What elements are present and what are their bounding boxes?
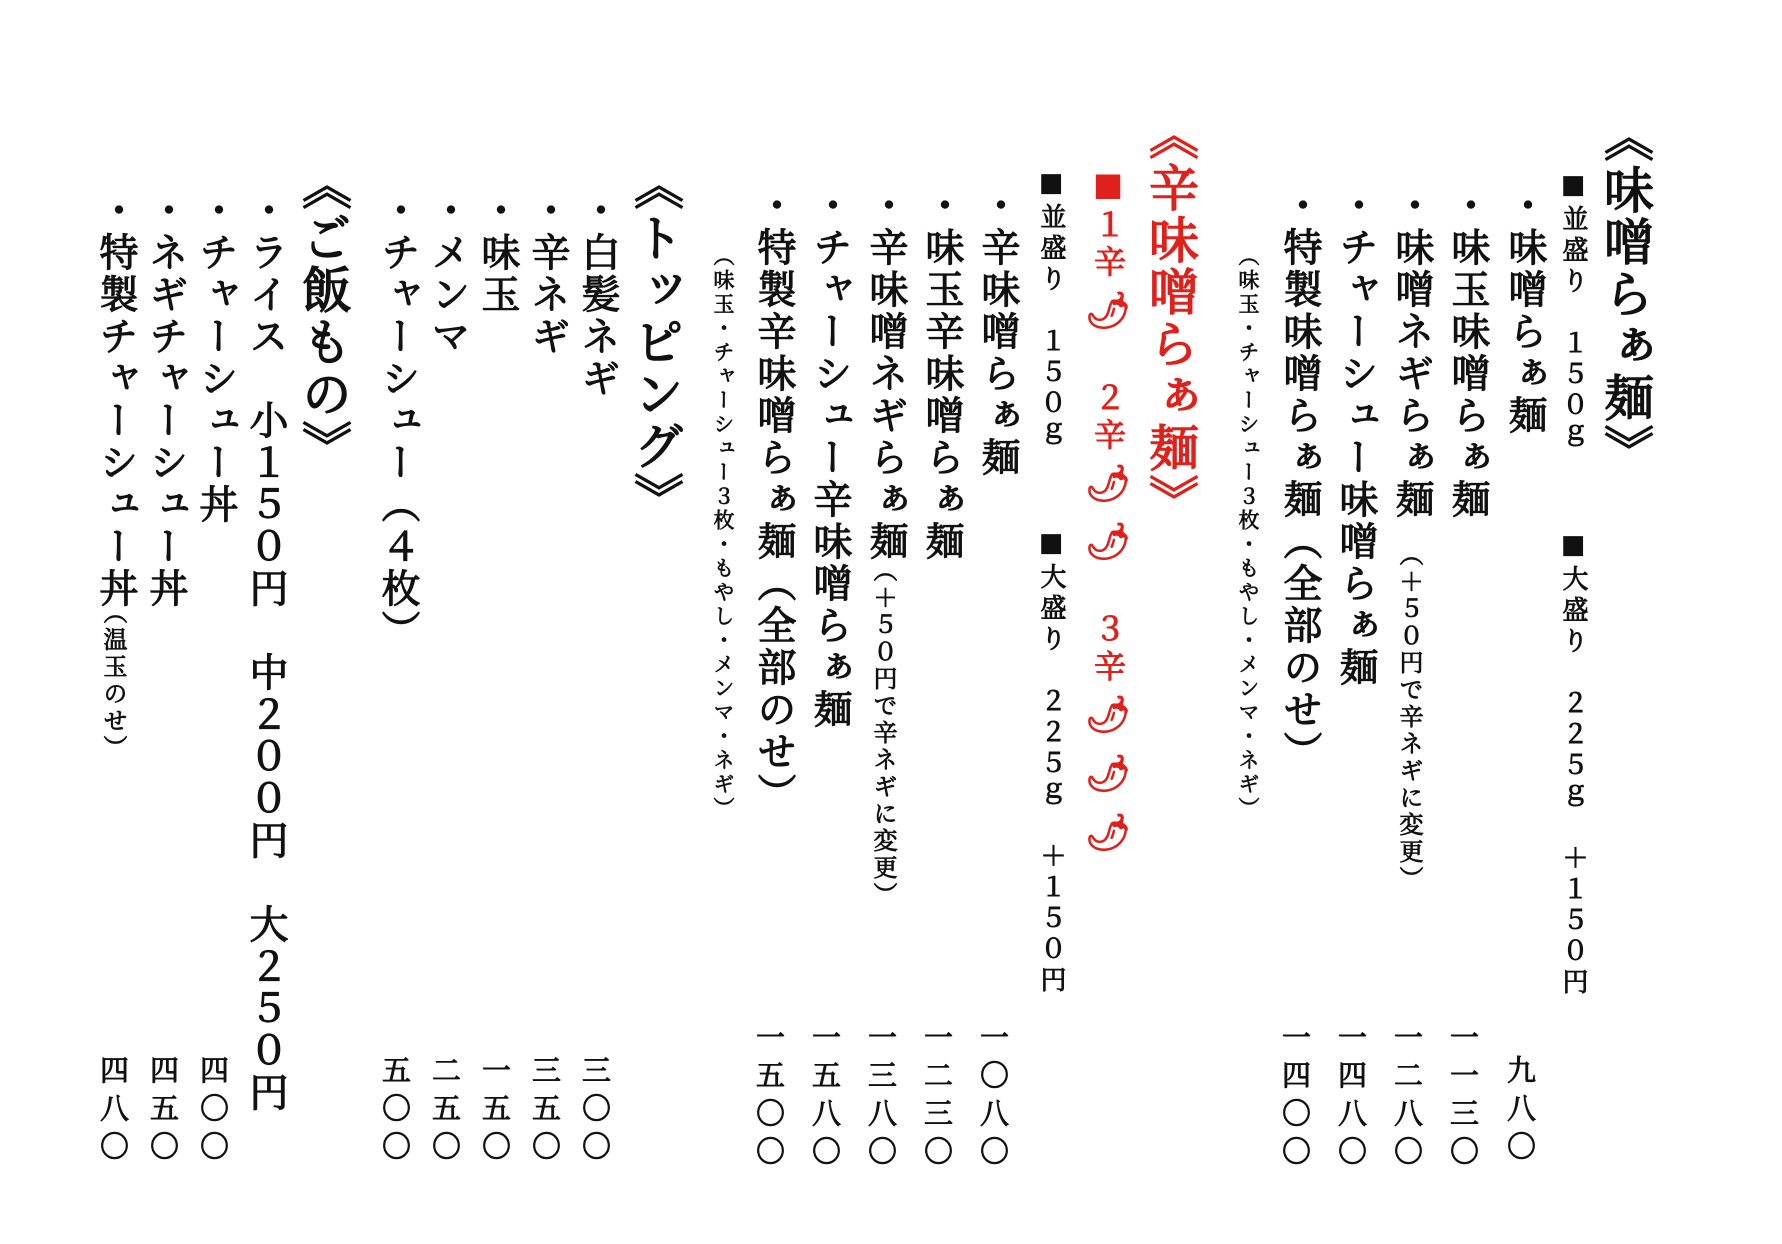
topping-item-4-price: 二五〇 <box>428 1055 462 1169</box>
spicy-size-regular: ■並盛り １５０ｇ <box>1036 168 1066 451</box>
chili-pepper-icon: 🌶 <box>1087 286 1129 337</box>
chili-pepper-icon: 🌶 <box>1087 517 1129 569</box>
spicy-item-5-note: （味玉・チャーシュー３枚・もやし・メンマ・ネギ） <box>711 245 736 821</box>
spicy-item-1: ・辛味噌らぁ麺 <box>975 185 1021 479</box>
rice-item-4-note: （温玉のせ） <box>99 600 128 762</box>
spicy-level-2: ２辛 <box>1089 380 1127 455</box>
miso-item-2-price: 一一三〇 <box>1446 1022 1480 1174</box>
rice-item-3: ・ネギチャーシュー丼 <box>143 190 189 610</box>
miso-item-1-price: 九八〇 <box>1503 1055 1537 1169</box>
rice-item-2: ・チャーシュー丼 <box>193 190 239 526</box>
miso-item-5-note: （味玉・チャーシュー３枚・もやし・メンマ・ネギ） <box>1236 245 1261 821</box>
topping-item-4: ・メンマ <box>425 190 471 358</box>
miso-item-4: ・チャーシュー味噌らぁ麺 <box>1333 185 1379 689</box>
spicy-item-3-note: （＋５０円で辛ネギに変更） <box>869 558 898 909</box>
rice-item-3-price: 四五〇 <box>146 1055 180 1169</box>
miso-item-2: ・味玉味噌らぁ麺 <box>1445 185 1491 521</box>
chili-pepper-icon: 🌶 <box>1087 690 1129 741</box>
spicy-item-4-price: 一五八〇 <box>808 1022 842 1174</box>
rice-heading: 《ご飯もの》 <box>294 160 353 472</box>
spicy-item-1-price: 一〇八〇 <box>976 1022 1010 1174</box>
miso-item-1: ・味噌らぁ麺 <box>1502 185 1548 437</box>
rice-item-4-price: 四八〇 <box>96 1055 130 1169</box>
miso-item-5: ・特製味噌らぁ麺（全部のせ） <box>1277 185 1323 773</box>
topping-item-5: ・チャーシュー（４枚） <box>375 190 421 652</box>
spicy-item-3: ・辛味噌ネギらぁ麺 <box>863 185 909 563</box>
topping-item-1: ・白髪ネギ <box>575 190 621 400</box>
chili-pepper-icon: 🌶 <box>1087 458 1129 510</box>
spicy-item-2: ・味玉辛味噌らぁ麺 <box>919 185 965 563</box>
topping-item-3: ・味玉 <box>475 190 521 316</box>
miso-item-5-price: 一四〇〇 <box>1278 1022 1312 1174</box>
spicy-level-1: ■１辛 <box>1089 165 1127 282</box>
chili-pepper-icon: 🌶 <box>1087 748 1129 800</box>
miso-size-regular: ■並盛り １５０ｇ <box>1558 170 1588 453</box>
topping-heading: 《トッピング》 <box>626 160 685 524</box>
miso-item-3-note: （＋５０円で辛ネギに変更） <box>1395 542 1424 893</box>
spicy-level-3: ３辛 <box>1089 612 1127 687</box>
miso-item-4-price: 一四八〇 <box>1334 1022 1368 1174</box>
rice-item-2-price: 四〇〇 <box>196 1055 230 1169</box>
rice-item-4: ・特製チャーシュー丼 <box>93 190 139 610</box>
rice-item-1: ・ライス 小１５０円 中２００円 大２５０円 <box>243 190 289 1114</box>
spicy-item-5: ・特製辛味噌らぁ麺（全部のせ） <box>751 185 797 815</box>
spicy-heading: 《辛味噌らぁ麺》 <box>1141 110 1200 526</box>
spicy-levels <box>1087 165 1129 862</box>
spicy-item-3-price: 一三八〇 <box>864 1022 898 1174</box>
miso-heading: 《味噌らぁ麺》 <box>1596 112 1655 476</box>
spicy-item-2-price: 一二三〇 <box>920 1022 954 1174</box>
topping-item-2-price: 三五〇 <box>528 1055 562 1169</box>
topping-item-1-price: 三〇〇 <box>578 1055 612 1169</box>
topping-item-5-price: 五〇〇 <box>378 1055 412 1169</box>
spicy-size-large: ■大盛り ２２５ｇ ＋１５０円 <box>1036 528 1066 997</box>
miso-size-large: ■大盛り ２２５ｇ ＋１５０円 <box>1558 530 1588 999</box>
miso-item-3-price: 一二八〇 <box>1390 1022 1424 1174</box>
spicy-item-4: ・チャーシュー辛味噌らぁ麺 <box>807 185 853 731</box>
miso-item-3: ・味噌ネギらぁ麺 <box>1389 185 1435 521</box>
spicy-item-5-price: 一五〇〇 <box>752 1022 786 1174</box>
chili-pepper-icon: 🌶 <box>1087 807 1129 859</box>
topping-item-2: ・辛ネギ <box>525 190 571 358</box>
topping-item-3-price: 一五〇 <box>478 1055 512 1169</box>
